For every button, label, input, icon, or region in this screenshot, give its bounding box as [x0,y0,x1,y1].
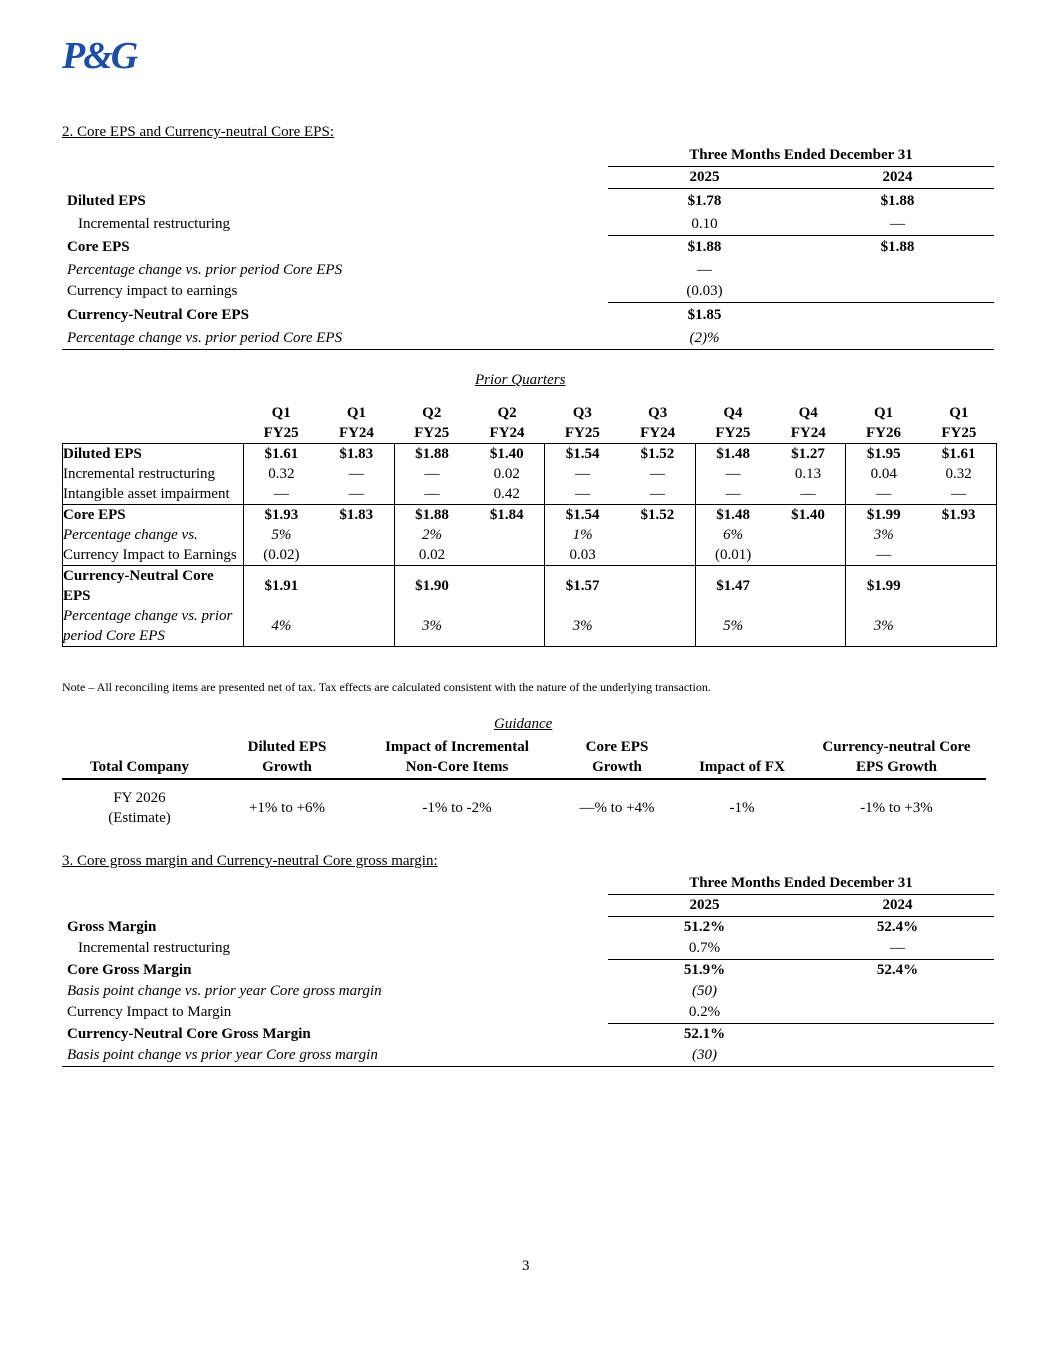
row-label: Currency-Neutral Core EPS [67,306,249,323]
cell: — [846,545,921,566]
cell: 0.02 [493,466,520,482]
table-row [62,303,994,328]
cell [319,545,394,566]
cell: — [394,484,469,505]
cell: 4% [244,606,319,647]
cell: — [348,486,364,502]
row-value-2025: — [697,262,712,278]
cell: 5% [244,525,319,545]
table-row [62,779,986,828]
quarter-header: Q1 FY25 [263,405,299,441]
section2-title: 2. Core EPS and Currency-neutral Core EPS: [62,124,335,140]
quarter-header: Q2 FY25 [414,405,450,441]
cell: 3% [545,606,620,647]
prior-quarters-table [62,403,997,647]
quarter-header: Q4 FY25 [715,405,751,441]
cell: 0.13 [794,466,822,482]
cell: — [348,466,364,482]
cell: — [800,486,816,502]
cell [620,545,695,566]
col-2024: 2024 [801,895,994,917]
row-label: Intangible asset impairment [63,484,244,505]
row-value-2024 [801,260,994,281]
row-label: Incremental restructuring [78,215,231,232]
cell [469,545,544,566]
quarter-header: Q1 FY25 [941,405,977,441]
core-eps-table [62,145,994,350]
cell: $1.27 [771,444,846,465]
table-row [63,484,997,505]
cell: $1.52 [620,505,695,526]
cell: $1.54 [545,505,620,526]
row-value-2024 [801,981,994,1002]
row-label: Incremental restructuring [63,464,244,484]
row-label: Diluted EPS [63,444,244,465]
row-label: Currency Impact to Earnings [63,545,244,566]
cell: $1.95 [846,444,921,465]
quarter-header: Q3 FY24 [640,405,676,441]
row-value-2024: — [801,214,994,236]
row-value-2024 [801,303,994,328]
table-row [62,938,994,960]
row-label: Currency-Neutral Core EPS [63,566,244,607]
row-value-2024 [801,328,994,350]
guidance-title: Guidance [494,716,553,732]
cell: — [921,484,996,505]
row-label: Percentage change vs. [63,525,244,545]
table-row [62,214,994,236]
cell: $1.88 [394,505,469,526]
table-row [63,545,997,566]
col-2025: 2025 [608,895,801,917]
row-label: Diluted EPS [67,192,146,209]
page-number: 3 [522,1258,530,1274]
header-cell: Impact of Incremental Non-Core Items [385,739,529,775]
cell: — [695,464,770,484]
header-cell: Core EPS Growth [585,739,649,775]
cell [921,525,996,545]
row-label: Incremental restructuring [78,940,231,957]
col-2024: 2024 [801,167,994,189]
cell: $1.93 [244,505,319,526]
table-row [63,444,997,465]
row-label: Basis point change vs prior year Core gross margin [62,1045,608,1067]
header-cell: Currency-neutral Core EPS Growth [822,739,971,775]
table-row [62,189,994,214]
cell [921,545,996,566]
cell: — [545,484,620,505]
row-label: Basis point change vs. prior year Core gross margin [67,983,382,999]
cell: 5% [695,606,770,647]
cell [921,606,996,647]
cell: $1.84 [469,505,544,526]
row-label: Core EPS [63,505,244,526]
cell: $1.93 [921,505,996,526]
row-value-2024 [801,1024,994,1046]
cell [620,606,695,647]
row-label: Currency-Neutral Core Gross Margin [67,1025,311,1042]
row-label: Percentage change vs. prior period Core EPS [67,262,343,278]
header-row [62,737,986,779]
cell [319,606,394,647]
cell [921,566,996,607]
row-value-2024 [801,1002,994,1024]
header-cell: Diluted EPS Growth [247,739,327,775]
section3-title: 3. Core gross margin and Currency-neutral Core gross margin: [62,853,438,869]
table-row [62,1045,994,1067]
table-row [62,1002,994,1024]
cell: 0.32 [244,464,319,484]
cell: $1.48 [695,444,770,465]
cell [469,525,544,545]
table-row [62,981,994,1002]
cell: $1.61 [244,444,319,465]
quarter-header: Q1 FY24 [338,405,374,441]
cell: $1.40 [771,505,846,526]
cell [771,606,846,647]
cell: $1.52 [620,444,695,465]
cell: — [244,484,319,505]
row-value-2024 [801,281,994,303]
cell: $1.57 [545,566,620,607]
quarter-header: Q2 FY24 [489,405,525,441]
table-row [62,235,994,260]
row-value-2025: (30) [608,1045,801,1067]
cell: 3% [846,525,921,545]
cell: 6% [695,525,770,545]
cell: $1.48 [695,505,770,526]
cell: $1.99 [846,505,921,526]
cell: 3% [394,606,469,647]
cell: — [545,464,620,484]
row-value-2025: $1.85 [687,306,722,323]
cell: $1.83 [319,505,394,526]
cell: (0.02) [244,545,319,566]
cell: $1.91 [244,566,319,607]
cell: $1.90 [394,566,469,607]
row-value-2024: $1.88 [880,192,915,209]
cell: $1.83 [319,444,394,465]
row-value-2025: 0.7% [608,938,801,960]
table-row [62,281,994,303]
cell: 3% [846,606,921,647]
cell: FY 2026 (Estimate) [108,790,171,826]
cell: -1% [729,800,755,816]
table-row [62,328,994,350]
row-value-2025: (50) [692,983,717,999]
cell [620,566,695,607]
cell: +1% to +6% [248,800,326,816]
cell [469,566,544,607]
row-label: Core Gross Margin [67,961,192,978]
period-header: Three Months Ended December 31 [608,873,994,895]
quarter-header: Q1 FY26 [866,405,902,441]
quarter-header: Q4 FY24 [790,405,826,441]
cell: — [695,484,770,505]
cell: 1% [545,525,620,545]
cell [319,566,394,607]
table-row [63,566,997,607]
row-label: Core EPS [67,239,130,255]
row-label: Currency impact to earnings [67,283,238,300]
row-label: Percentage change vs. prior period Core EPS [62,328,608,350]
table-row [63,606,997,647]
row-value-2025: $1.88 [687,239,722,256]
row-value-2025: 51.9% [683,962,726,978]
row-value-2025: (0.03) [608,281,801,303]
pg-logo: P&G [62,35,137,77]
row-label: Gross Margin [67,918,157,935]
row-value-2025: $1.78 [687,192,722,209]
row-value-2025: (2)% [608,328,801,350]
table-row [63,464,997,484]
cell: (0.01) [695,545,770,566]
cell [620,525,695,545]
row-value-2024: 52.4% [876,962,919,978]
cell: $1.88 [394,444,469,465]
cell: $1.54 [545,444,620,465]
cell [771,566,846,607]
cell: $1.61 [921,444,996,465]
header-row [63,403,997,444]
table-row [62,917,994,939]
cell: $1.99 [846,566,921,607]
row-label: Currency Impact to Margin [67,1004,232,1021]
header-cell: Total Company [89,759,190,775]
table-row [63,505,997,526]
footnote: Note – All reconciling items are presented net of tax. Tax effects are calculated consistent with the nature of the underlying transaction. [62,680,711,694]
cell: 0.02 [394,545,469,566]
row-value-2024: — [801,938,994,960]
cell: — [649,466,665,482]
guidance-table [62,737,986,828]
row-value-2025: 0.2% [608,1002,801,1024]
row-value-2024: $1.88 [880,239,915,256]
row-value-2025: 51.2% [683,919,726,935]
prior-quarters-title: Prior Quarters [475,372,566,388]
cell: 0.03 [545,545,620,566]
cell: 0.42 [493,486,520,502]
cell: -1% to +3% [860,800,933,816]
cell: — [394,464,469,484]
cell: —% to +4% [579,800,655,816]
gross-margin-table [62,873,994,1067]
header-cell: Impact of FX [699,759,785,775]
cell: 0.32 [921,464,996,484]
cell: — [649,486,665,502]
row-value-2024: 52.4% [876,919,919,935]
cell: $1.47 [695,566,770,607]
cell [469,606,544,647]
cell: 0.04 [846,464,921,484]
period-header: Three Months Ended December 31 [608,145,994,167]
table-row [63,525,997,545]
quarter-header: Q3 FY25 [564,405,600,441]
cell: -1% to -2% [422,800,492,816]
cell [771,525,846,545]
cell: — [846,484,921,505]
cell [771,545,846,566]
row-label: Percentage change vs. prior period Core EPS [63,606,244,647]
col-2025: 2025 [608,167,801,189]
cell [319,525,394,545]
cell: 2% [394,525,469,545]
table-row [62,960,994,982]
cell: $1.40 [469,444,544,465]
row-value-2025: 52.1% [683,1026,726,1042]
row-value-2025: 0.10 [608,214,801,236]
table-row [62,1024,994,1046]
table-row [62,260,994,281]
row-value-2024 [801,1045,994,1067]
